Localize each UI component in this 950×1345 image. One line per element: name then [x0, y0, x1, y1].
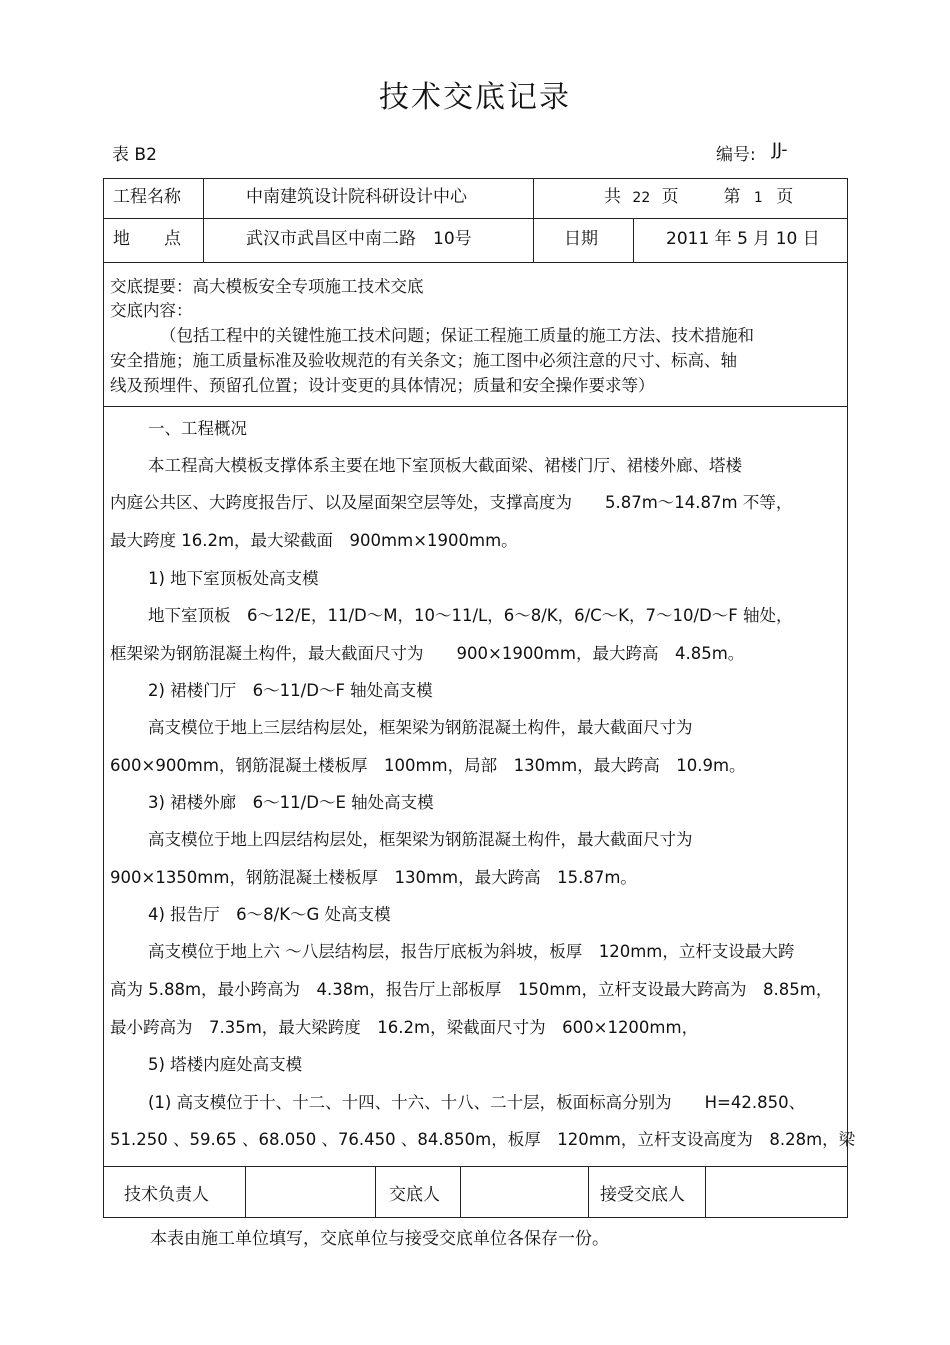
body-line: 高支模位于地上三层结构层处，框架梁为钢筋混凝土构件，最大截面尺寸为 [148, 718, 693, 737]
content-hint-line: 线及预埋件、预留孔位置；设计变更的具体情况；质量和安全操作要求等） [110, 376, 655, 395]
tech-lead-label: 技术负责人 [124, 1185, 209, 1205]
summary: 交底提要：高大模板安全专项施工技术交底 [110, 277, 424, 296]
page-current: 1 [753, 190, 763, 206]
form-number: 表 B2 [112, 145, 157, 165]
page-current-suffix: 页 [776, 187, 794, 207]
location-label: 地 点 [113, 229, 181, 249]
body-line: 框架梁为钢筋混凝土构件，最大截面尺寸为 900×1900mm，最大跨高 4.85m。 [110, 644, 745, 663]
body-line: 内庭公共区、大跨度报告厅、以及屋面架空层等处，支撑高度为 5.87m～14.87m 不等， [110, 493, 793, 512]
subsection-heading: 4) 报告厅 6～8/K～G 处高支模 [148, 905, 391, 924]
page-current-prefix: 第 [723, 187, 741, 207]
body-line: 高支模位于地上四层结构层处，框架梁为钢筋混凝土构件，最大截面尺寸为 [148, 830, 693, 849]
receiver-label: 接受交底人 [600, 1185, 685, 1205]
subsection-heading: 1) 地下室顶板处高支模 [148, 569, 319, 588]
subsection-heading: 3) 裙楼外廊 6～11/D～E 轴处高支模 [148, 793, 434, 812]
page-total: 22 [632, 190, 651, 206]
content-hint-line: （包括工程中的关键性施工技术问题；保证工程施工质量的施工方法、技术措施和 [160, 326, 754, 345]
subsection-heading: 2) 裙楼门厅 6～11/D～F 轴处高支模 [148, 681, 433, 700]
project-name: 中南建筑设计院科研设计中心 [246, 187, 467, 207]
body-line: (1) 高支模位于十、十二、十四、十六、十八、二十层，板面标高分别为 H=42.850、 [148, 1093, 806, 1112]
content-hint-line: 安全措施；施工质量标准及验收规范的有关条文；施工图中必须注意的尺寸、标高、轴 [110, 351, 737, 370]
body-line: 高支模位于地上六 ～八层结构层，报告厅底板为斜坡，板厚 120mm，立杆支设最大跨 [148, 942, 795, 961]
body-line: 600×900mm，钢筋混凝土楼板厚 100mm，局部 130mm，最大跨高 10.9m。 [110, 756, 746, 775]
date-value: 2011 年 5 月 10 日 [666, 229, 820, 249]
body-line: 最小跨高为 7.35m，最大梁跨度 16.2m，梁截面尺寸为 600×1200mm， [110, 1018, 699, 1037]
footnote: 本表由施工单位填写，交底单位与接受交底单位各保存一份。 [150, 1229, 609, 1249]
page-count [604, 182, 793, 207]
body-line: 最大跨度 16.2m，最大梁截面 900mm×1900mm。 [110, 531, 518, 550]
body-line: 本工程高大模板支撑体系主要在地下室顶板大截面梁、裙楼门厅、裙楼外廊、塔楼 [148, 456, 742, 475]
project-name-label: 工程名称 [113, 187, 181, 207]
body-line: 900×1350mm，钢筋混凝土楼板厚 130mm，最大跨高 15.87m。 [110, 868, 637, 887]
handover-person-label: 交底人 [389, 1185, 440, 1205]
page-total-prefix: 共 [604, 187, 621, 207]
subsection-heading: 5) 塔楼内庭处高支模 [148, 1055, 303, 1074]
serial-label: 编号: [716, 145, 756, 165]
location: 武汉市武昌区中南二路 10号 [246, 229, 472, 249]
content-label: 交底内容： [110, 301, 193, 320]
body-line: 地下室顶板 6～12/E，11/D～M，10～11/L，6～8/K，6/C～K，7～10/D～F 轴处， [148, 606, 793, 625]
serial-value: JJ- [772, 140, 788, 160]
page-total-suffix: 页 [661, 187, 679, 207]
section-heading: 一、工程概况 [148, 419, 247, 438]
body-line: 51.250 、59.65 、68.050 、76.450 、84.850m，板厚 120mm，立杆支设高度为 8.28m，梁 [110, 1130, 856, 1149]
page-title: 技术交底记录 [379, 80, 571, 115]
date-label: 日期 [564, 229, 598, 249]
body-line: 高为 5.88m，最小跨高为 4.38m，报告厅上部板厚 150mm，立杆支设最大跨高为 8.85m， [110, 980, 833, 999]
